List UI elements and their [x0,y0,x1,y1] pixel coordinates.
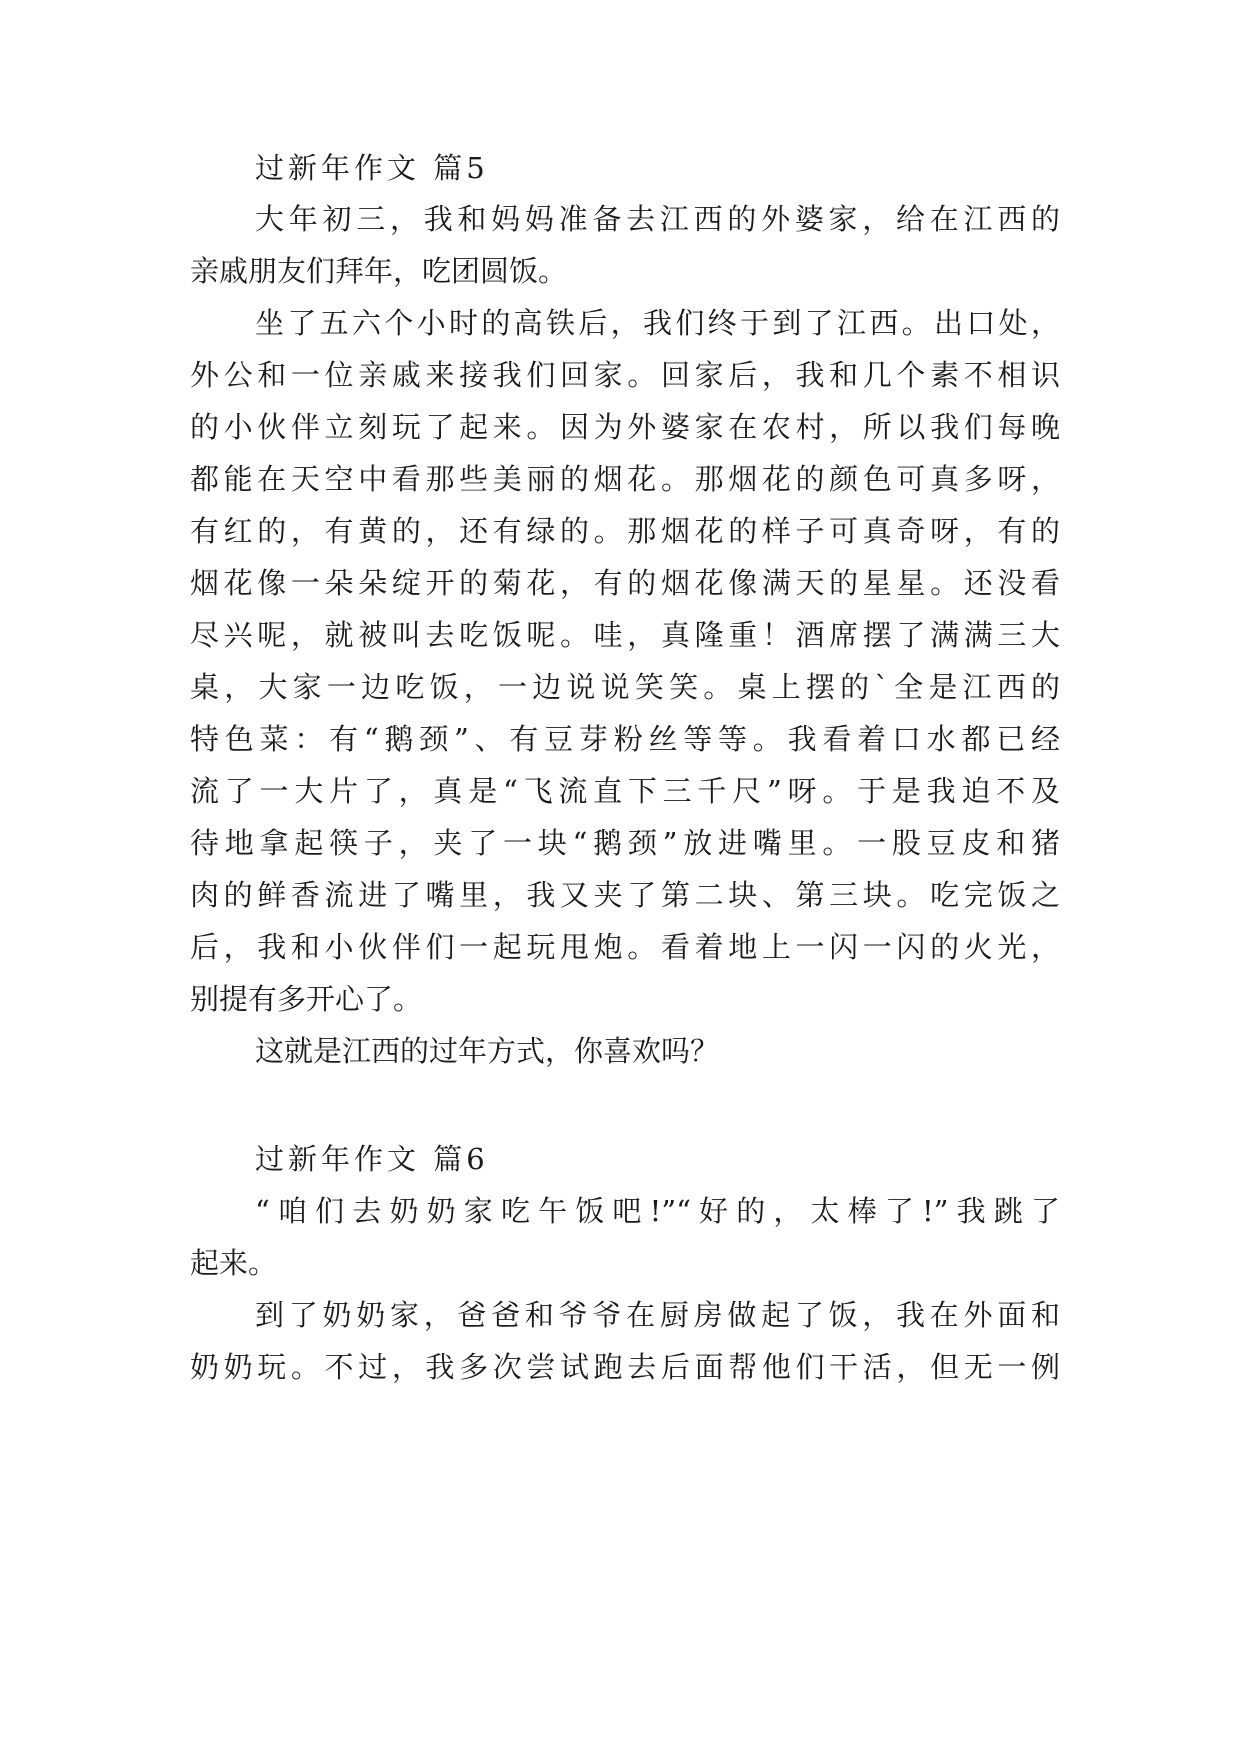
paragraph-line: “咱们去奶奶家吃午饭吧!”“好的，太棒了!”我跳了 [255,1194,1060,1228]
paragraph-line: 亲戚朋友们拜年，吃团圆饭。 [190,254,568,288]
paragraph-line: 外公和一位亲戚来接我们回家。回家后，我和几个素不相识 [190,358,1060,392]
paragraph-line: 待地拿起筷子，夹了一块“鹅颈”放进嘴里。一股豆皮和猪 [190,826,1060,860]
paragraph-line: 肉的鲜香流进了嘴里，我又夹了第二块、第三块。吃完饭之 [190,878,1060,912]
paragraph-line: 奶奶玩。不过，我多次尝试跑去后面帮他们干活，但无一例 [190,1350,1060,1384]
section-heading: 过新年作文 篇6 [255,1142,489,1176]
paragraph-line: 都能在天空中看那些美丽的烟花。那烟花的颜色可真多呀， [190,462,1060,496]
paragraph-line: 桌，大家一边吃饭，一边说说笑笑。桌上摆的`全是江西的 [190,670,1060,704]
paragraph-line: 的小伙伴立刻玩了起来。因为外婆家在农村，所以我们每晚 [190,410,1060,444]
paragraph-line: 到了奶奶家，爸爸和爷爷在厨房做起了饭，我在外面和 [255,1298,1060,1332]
paragraph-line: 尽兴呢，就被叫去吃饭呢。哇，真隆重！酒席摆了满满三大 [190,618,1060,652]
paragraph-line: 流了一大片了，真是“飞流直下三千尺”呀。于是我迫不及 [190,774,1060,808]
section-heading: 过新年作文 篇5 [255,151,489,185]
paragraph-line: 有红的，有黄的，还有绿的。那烟花的样子可真奇呀，有的 [190,514,1060,548]
paragraph-line: 起来。 [190,1246,278,1280]
paragraph-line: 大年初三，我和妈妈准备去江西的外婆家，给在江西的 [255,202,1060,236]
paragraph-line: 烟花像一朵朵绽开的菊花，有的烟花像满天的星星。还没看 [190,566,1060,600]
paragraph-line: 坐了五六个小时的高铁后，我们终于到了江西。出口处， [255,306,1060,340]
paragraph-line: 特色菜：有“鹅颈”、有豆芽粉丝等等。我看着口水都已经 [190,722,1060,756]
paragraph-line: 后，我和小伙伴们一起玩甩炮。看着地上一闪一闪的火光， [190,930,1060,964]
paragraph-line: 别提有多开心了。 [190,982,423,1016]
paragraph-line: 这就是江西的过年方式，你喜欢吗？ [255,1034,720,1068]
